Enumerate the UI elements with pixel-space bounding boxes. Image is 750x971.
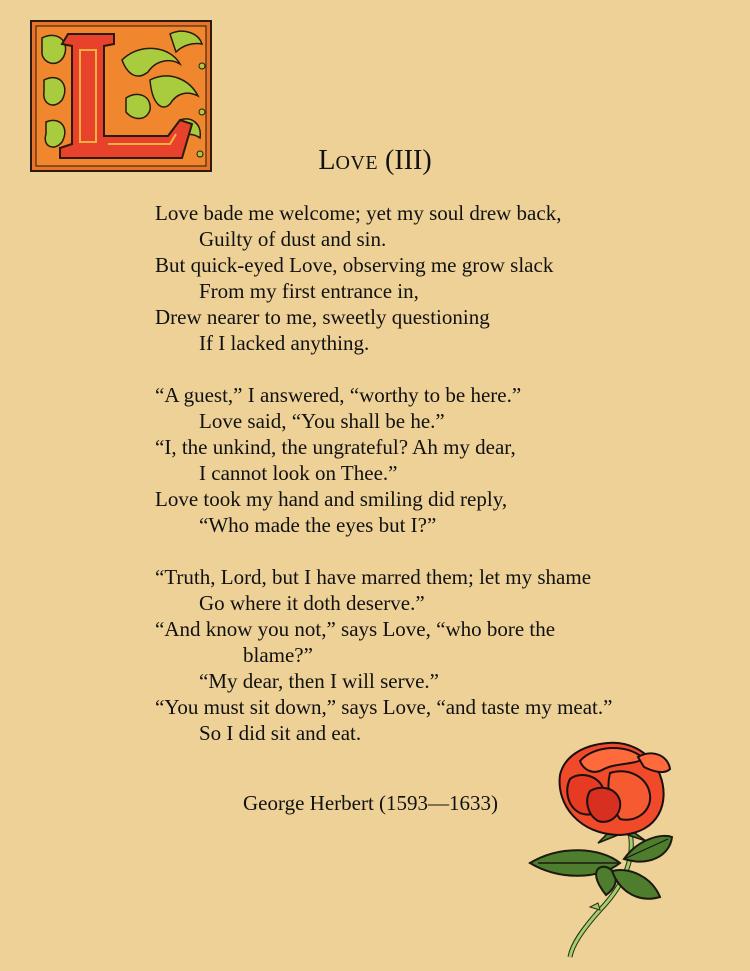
poem-line: If I lacked anything. (199, 331, 370, 355)
poem-line: Drew nearer to me, sweetly questioning (155, 305, 490, 329)
rose-icon (520, 735, 680, 960)
poem-line: Go where it doth deserve.” (199, 591, 425, 615)
poem-line: “And know you not,” says Love, “who bore the (155, 617, 556, 641)
poem-line: “Truth, Lord, but I have marred them; let my shame (155, 565, 592, 589)
poem-line: “A guest,” I answered, “worthy to be here.” (155, 383, 522, 407)
poem-line: “You must sit down,” says Love, “and taste my meat.” (155, 695, 613, 719)
poem-line: “My dear, then I will serve.” (199, 669, 439, 693)
poem-line: Love took my hand and smiling did reply, (155, 487, 508, 511)
title-suffix: (III) (378, 145, 432, 176)
poem-line: But quick-eyed Love, observing me grow slack (155, 253, 554, 277)
poem-line: Love said, “You shall be he.” (199, 409, 445, 433)
poem-line: blame?” (243, 643, 313, 667)
poem-line: From my first entrance in, (199, 279, 419, 303)
poem-title (0, 145, 750, 177)
stanza (155, 564, 715, 746)
title-small-caps: OVE (335, 152, 379, 174)
poem-line: “I, the unkind, the ungrateful? Ah my dear, (155, 435, 516, 459)
poem-line: I cannot look on Thee.” (199, 461, 398, 485)
poem-line: Love bade me welcome; yet my soul drew back, (155, 201, 562, 225)
author-credit: George Herbert (1593—1633) (243, 791, 499, 815)
poem-line: Guilty of dust and sin. (199, 227, 387, 251)
poem-line: “Who made the eyes but I?” (199, 513, 437, 537)
poem-line: So I did sit and eat. (199, 721, 362, 745)
stanza (155, 200, 715, 356)
poem-body (155, 200, 715, 772)
title-first-letter: L (318, 145, 336, 176)
stanza (155, 382, 715, 538)
